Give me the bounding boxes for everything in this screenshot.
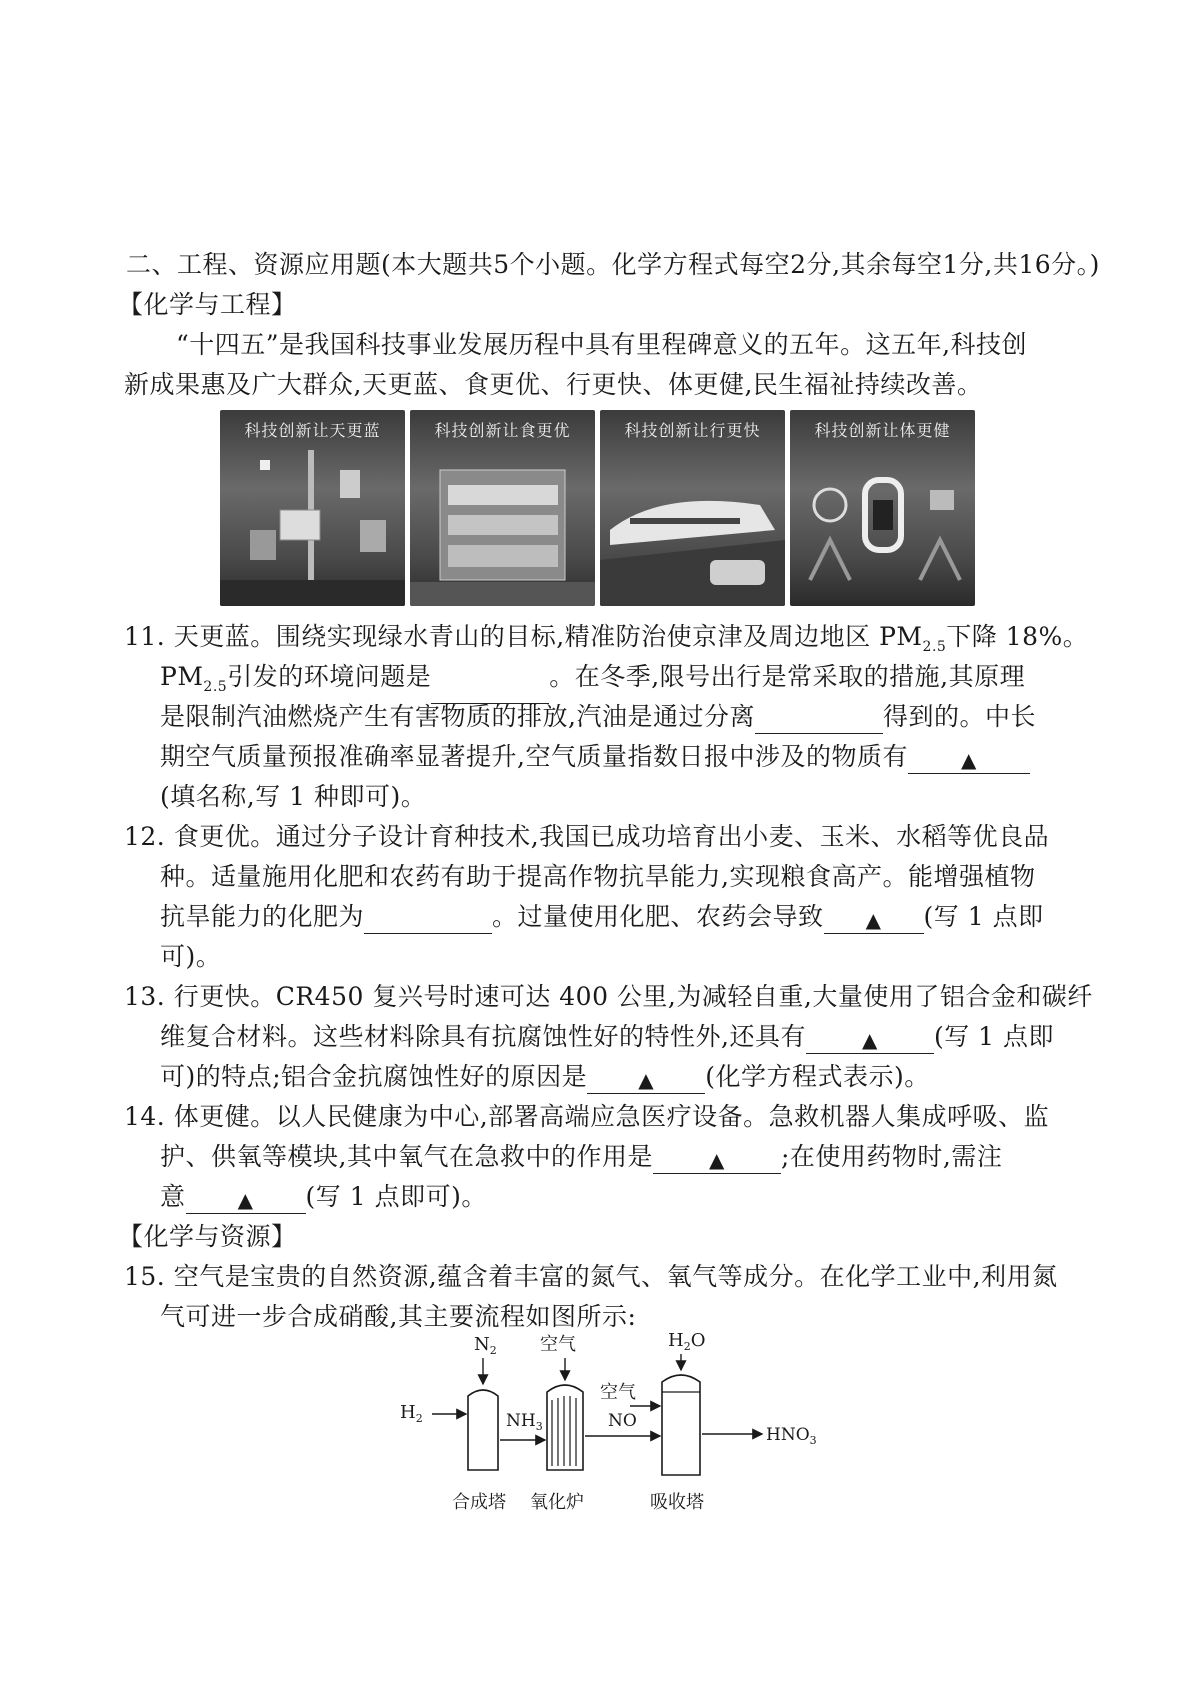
q12-text: 。过量使用化肥、农药会导致 <box>492 902 824 931</box>
photo-caption: 科技创新让行更快 <box>624 421 761 440</box>
q11-text: 引发的环境问题是 <box>227 662 432 691</box>
q13-answer-blank-2[interactable]: ▲ <box>587 1067 705 1094</box>
q14-answer-blank-2[interactable]: ▲ <box>186 1187 306 1214</box>
absorption-tower <box>662 1375 700 1475</box>
q12-answer-blank-2[interactable]: ▲ <box>824 907 924 934</box>
synthesis-tower <box>468 1390 498 1470</box>
q11-text-end: 下降 18%。 <box>946 622 1089 651</box>
photo-health <box>790 410 975 606</box>
q13-line-3 <box>160 1060 930 1094</box>
intro-line-1: “十四五”是我国科技事业发展历程中具有里程碑意义的五年。这五年,科技创 <box>176 330 1028 359</box>
photo-travel <box>600 410 785 606</box>
q11-text: 期空气质量预报准确率显著提升,空气质量指数日报中涉及的物质有 <box>160 742 908 771</box>
q11-text: 是限制汽油燃烧产生有害物质的排放,汽油是通过分离 <box>160 702 755 731</box>
q14-text: 护、供氧等模块,其中氧气在急救中的作用是 <box>160 1142 653 1171</box>
q12-text: (写 1 点即 <box>923 902 1044 931</box>
oxidation-furnace <box>547 1385 583 1470</box>
q12-line-4: 可)。 <box>160 942 222 971</box>
photo-caption: 科技创新让天更蓝 <box>244 421 381 440</box>
nh3-label: $NH_3$ <box>506 1411 543 1433</box>
intro-line-2: 新成果惠及广大群众,天更蓝、食更优、行更快、体更健,民生福祉持续改善。 <box>124 370 983 399</box>
q13-line-2 <box>160 1020 1054 1054</box>
h2o-label: $H_2O$ <box>668 1330 706 1353</box>
q11-text: 11. 天更蓝。围绕实现绿水青山的目标,精准防治使京津及周边地区 PM <box>124 622 923 651</box>
q13-text: (化学方程式表示)。 <box>705 1062 930 1091</box>
q14-text: (写 1 点即可)。 <box>305 1182 487 1211</box>
q12-line-1: 12. 食更优。通过分子设计育种技术,我国已成功培育出小麦、玉米、水稻等优良品 <box>124 822 1050 851</box>
synthesis-tower-label: 合成塔 <box>452 1492 506 1513</box>
q11-answer-blank-3[interactable]: ▲ <box>908 747 1030 774</box>
q12-line-3 <box>160 900 1044 934</box>
q14-line-2 <box>160 1140 1002 1174</box>
q11-pm: PM <box>160 662 204 691</box>
q13-text: 维复合材料。这些材料除具有抗腐蚀性好的特性外,还具有 <box>160 1022 806 1051</box>
subheading-engineering: 【化学与工程】 <box>118 290 297 319</box>
q14-line-3 <box>160 1180 487 1214</box>
q12-text: 抗旱能力的化肥为 <box>160 902 365 931</box>
q11-line-5: (填名称,写 1 种即可)。 <box>160 782 427 811</box>
q14-text: 意 <box>160 1182 186 1211</box>
q11-line-3 <box>160 700 1036 734</box>
photo-strip <box>220 410 975 606</box>
subheading-resources: 【化学与资源】 <box>118 1222 297 1251</box>
q14-line-1: 14. 体更健。以人民健康为中心,部署高端应急医疗设备。急救机器人集成呼吸、监 <box>124 1102 1050 1131</box>
q14-text: ;在使用药物时,需注 <box>780 1142 1003 1171</box>
q11-text: 得到的。中长 <box>882 702 1036 731</box>
q11-line-1 <box>124 620 1088 664</box>
q13-answer-blank-1[interactable]: ▲ <box>806 1027 934 1054</box>
air-top-label: 空气 <box>540 1334 576 1355</box>
q15-line-2: 气可进一步合成硝酸,其主要流程如图所示: <box>160 1302 637 1331</box>
photo-food <box>410 410 595 606</box>
q13-text: 可)的特点;铝合金抗腐蚀性好的原因是 <box>160 1062 588 1091</box>
q12-answer-blank-1[interactable] <box>364 907 492 934</box>
oxidation-furnace-label: 氧化炉 <box>530 1492 584 1513</box>
no-label: NO <box>608 1411 637 1431</box>
q15-line-1: 15. 空气是宝贵的自然资源,蕴含着丰富的氮气、氧气等成分。在化学工业中,利用氮 <box>124 1262 1058 1291</box>
q11-line-2 <box>160 660 1025 704</box>
q14-answer-blank-1[interactable]: ▲ <box>653 1147 781 1174</box>
hno3-label: $HNO_3$ <box>766 1425 817 1447</box>
q12-line-2: 种。适量施用化肥和农药有助于提高作物抗旱能力,实现粮食高产。能增强植物 <box>160 862 1036 891</box>
air-mid-label: 空气 <box>600 1382 636 1403</box>
pm-subscript: 2.5 <box>203 679 228 695</box>
photo-caption: 科技创新让体更健 <box>814 421 951 440</box>
photo-caption: 科技创新让食更优 <box>434 421 571 440</box>
pm-subscript: 2.5 <box>922 639 947 655</box>
h2-label: $H_2$ <box>400 1402 423 1425</box>
section-heading: 二、工程、资源应用题(本大题共5个小题。化学方程式每空2分,其余每空1分,共16分。) <box>126 250 1100 279</box>
absorption-tower-label: 吸收塔 <box>650 1492 704 1513</box>
nitric-acid-flow-diagram <box>400 1330 840 1530</box>
photo-sky <box>220 410 405 606</box>
q13-line-1: 13. 行更快。CR450 复兴号时速可达 400 公里,为减轻自重,大量使用了铝合金和碳纤 <box>124 982 1093 1011</box>
q11-text: 。在冬季,限号出行是常采取的措施,其原理 <box>549 662 1026 691</box>
q11-line-4 <box>160 740 1030 774</box>
q11-answer-blank-2[interactable] <box>755 707 883 734</box>
n2-label: $N_2$ <box>474 1334 497 1357</box>
q13-text: (写 1 点即 <box>933 1022 1055 1051</box>
